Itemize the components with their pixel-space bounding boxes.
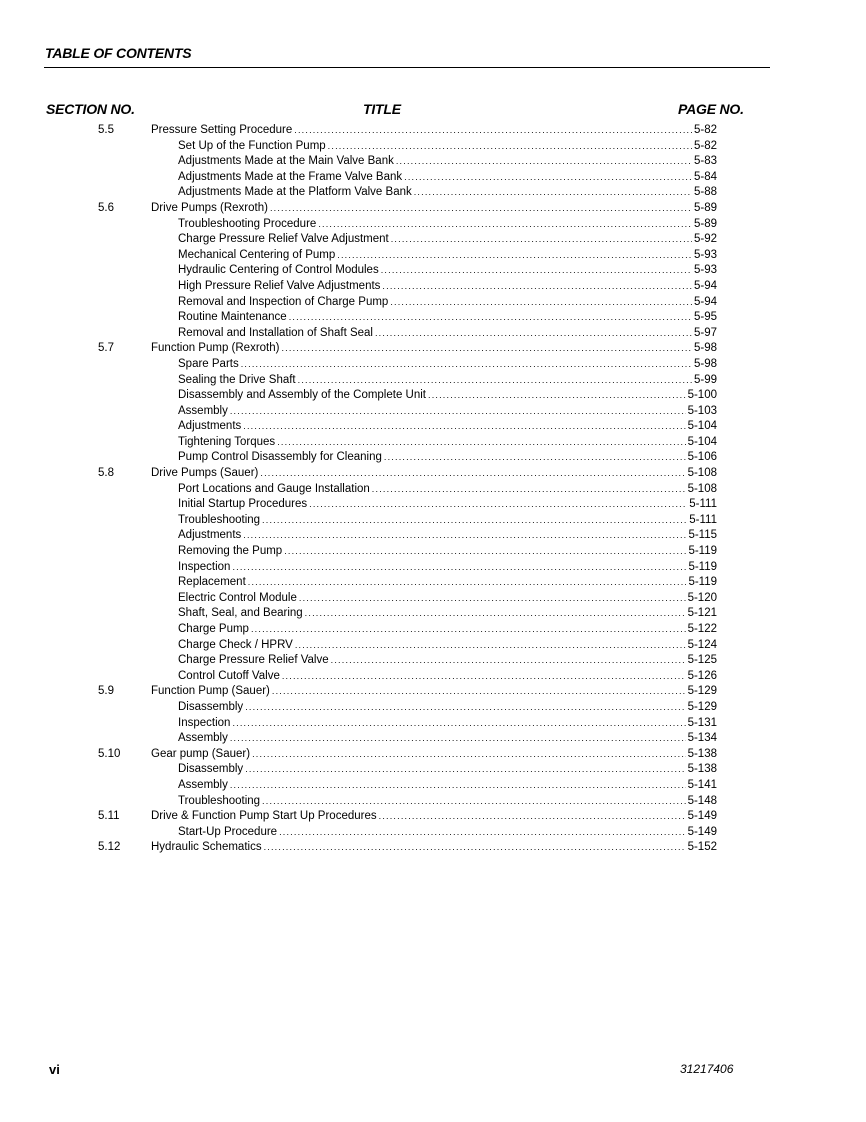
toc-entry[interactable]	[178, 762, 717, 778]
dot-leader	[282, 669, 686, 685]
entry-title: Adjustments	[178, 420, 242, 433]
section-number: 5.5	[98, 124, 114, 136]
entry-title: Pump Control Disassembly for Cleaning	[178, 451, 382, 464]
toc-subsection-row[interactable]	[0, 762, 866, 778]
entry-page-number: 5-92	[693, 233, 717, 246]
toc-subsection-row[interactable]	[0, 482, 866, 498]
entry-title: Assembly	[178, 732, 228, 745]
section-number: 5.12	[98, 841, 121, 854]
toc-entry[interactable]	[178, 638, 717, 654]
dot-leader	[262, 513, 687, 529]
entry-title: Removal and Inspection of Charge Pump	[178, 295, 389, 308]
toc-subsection-row[interactable]	[0, 185, 866, 201]
entry-page-number: 5-104	[687, 435, 717, 448]
toc-entry[interactable]	[178, 248, 717, 264]
entry-title: Spare Parts	[178, 357, 239, 370]
toc-entry[interactable]	[178, 279, 717, 295]
toc-list	[0, 123, 866, 856]
toc-entry[interactable]	[178, 326, 717, 342]
entry-title: Sealing the Drive Shaft	[178, 373, 296, 386]
entry-page-number: 5-126	[687, 669, 717, 682]
toc-entry[interactable]	[178, 373, 717, 389]
toc-entry[interactable]	[178, 419, 717, 435]
dot-leader	[262, 794, 686, 810]
toc-subsection-row[interactable]	[0, 373, 866, 389]
entry-page-number: 5-88	[693, 186, 717, 199]
toc-subsection-row[interactable]	[0, 716, 866, 732]
toc-entry[interactable]	[178, 606, 717, 622]
page-number: vi	[49, 1062, 60, 1077]
dot-leader	[404, 170, 692, 186]
toc-subsection-row[interactable]	[0, 326, 866, 342]
dot-leader	[230, 404, 686, 420]
toc-section-row[interactable]	[0, 747, 866, 763]
dot-leader	[245, 762, 685, 778]
toc-section-row[interactable]	[0, 201, 866, 217]
toc-entry[interactable]	[178, 482, 717, 498]
entry-page-number: 5-111	[689, 498, 717, 511]
toc-subsection-row[interactable]	[0, 794, 866, 810]
toc-entry[interactable]	[151, 201, 717, 217]
entry-title: High Pressure Relief Valve Adjustments	[178, 279, 381, 292]
dot-leader	[252, 747, 686, 763]
entry-page-number: 5-134	[687, 732, 717, 745]
entry-title: Pressure Setting Procedure	[151, 124, 293, 136]
entry-title: Disassembly	[178, 763, 244, 776]
toc-section-row[interactable]	[0, 466, 866, 482]
toc-subsection-row[interactable]	[0, 217, 866, 233]
dot-leader	[295, 638, 686, 654]
dot-leader	[270, 201, 692, 217]
entry-title: Function Pump (Rexroth)	[151, 342, 280, 355]
entry-title: Port Locations and Gauge Installation	[178, 482, 370, 495]
dot-leader	[294, 123, 692, 139]
dot-leader	[390, 295, 692, 311]
dot-leader	[379, 809, 686, 825]
entry-page-number: 5-138	[687, 763, 717, 776]
toc-subsection-row[interactable]	[0, 606, 866, 622]
dot-leader	[230, 778, 686, 794]
toc-entry[interactable]	[178, 653, 717, 669]
entry-page-number: 5-125	[687, 654, 717, 667]
toc-subsection-row[interactable]	[0, 778, 866, 794]
dot-leader	[243, 528, 686, 544]
toc-entry[interactable]	[178, 295, 717, 311]
entry-page-number: 5-82	[693, 139, 717, 152]
toc-entry[interactable]	[178, 560, 717, 576]
column-header-page: PAGE NO.	[678, 101, 744, 117]
toc-entry[interactable]	[151, 840, 717, 856]
toc-subsection-row[interactable]	[0, 638, 866, 654]
toc-subsection-row[interactable]	[0, 357, 866, 373]
entry-title: Drive & Function Pump Start Up Procedures	[151, 810, 377, 823]
entry-title: Charge Pressure Relief Valve Adjustment	[178, 233, 389, 246]
toc-subsection-row[interactable]	[0, 232, 866, 248]
entry-page-number: 5-83	[693, 155, 717, 168]
toc-section-row[interactable]	[0, 684, 866, 700]
entry-page-number: 5-100	[687, 389, 717, 402]
entry-page-number: 5-103	[687, 404, 717, 417]
toc-entry[interactable]	[178, 528, 717, 544]
entry-page-number: 5-129	[687, 685, 717, 698]
entry-page-number: 5-152	[687, 841, 717, 854]
entry-page-number: 5-99	[693, 373, 717, 386]
toc-subsection-row[interactable]	[0, 263, 866, 279]
entry-page-number: 5-149	[687, 825, 717, 838]
section-number: 5.8	[98, 467, 114, 480]
toc-entry[interactable]	[178, 622, 717, 638]
dot-leader	[260, 466, 685, 482]
dot-leader	[372, 482, 686, 498]
toc-section-row[interactable]	[0, 123, 866, 139]
entry-title: Mechanical Centering of Pump	[178, 248, 336, 261]
entry-title: Hydraulic Schematics	[151, 841, 262, 854]
toc-entry[interactable]	[178, 232, 717, 248]
toc-entry[interactable]	[178, 357, 717, 373]
toc-subsection-row[interactable]	[0, 404, 866, 420]
toc-subsection-row[interactable]	[0, 248, 866, 264]
entry-title: Electric Control Module	[178, 591, 297, 604]
document-number: 31217406	[680, 1062, 734, 1076]
toc-entry[interactable]	[178, 435, 717, 451]
entry-title: Control Cutoff Valve	[178, 669, 280, 682]
toc-subsection-row[interactable]	[0, 295, 866, 311]
entry-page-number: 5-98	[693, 357, 717, 370]
dot-leader	[281, 341, 692, 357]
entry-title: Charge Check / HPRV	[178, 638, 293, 651]
dot-leader	[232, 716, 685, 732]
toc-subsection-row[interactable]	[0, 591, 866, 607]
column-header-section: SECTION NO.	[46, 101, 135, 117]
toc-subsection-row[interactable]	[0, 528, 866, 544]
toc-entry[interactable]	[178, 388, 717, 404]
toc-subsection-row[interactable]	[0, 139, 866, 155]
entry-page-number: 5-108	[687, 482, 717, 495]
column-header-title: TITLE	[363, 101, 401, 117]
entry-title: Adjustments	[178, 529, 242, 542]
toc-entry[interactable]	[178, 263, 717, 279]
toc-subsection-row[interactable]	[0, 419, 866, 435]
dot-leader	[375, 326, 692, 342]
dot-leader	[289, 310, 692, 326]
entry-title: Charge Pressure Relief Valve	[178, 654, 329, 667]
entry-title: Removing the Pump	[178, 545, 283, 558]
toc-subsection-row[interactable]	[0, 170, 866, 186]
entry-page-number: 5-108	[687, 467, 717, 480]
toc-subsection-row[interactable]	[0, 731, 866, 747]
dot-leader	[248, 575, 687, 591]
toc-subsection-row[interactable]	[0, 825, 866, 841]
entry-page-number: 5-122	[687, 623, 717, 635]
entry-page-number: 5-98	[693, 342, 717, 355]
dot-leader	[298, 373, 692, 389]
entry-page-number: 5-124	[687, 638, 717, 651]
entry-title: Function Pump (Sauer)	[151, 685, 270, 698]
toc-entry[interactable]	[178, 544, 717, 560]
entry-page-number: 5-138	[687, 747, 717, 760]
section-number: 5.11	[98, 810, 120, 823]
entry-page-number: 5-121	[687, 607, 717, 620]
toc-section-row[interactable]	[0, 840, 866, 856]
toc-section-row[interactable]	[0, 341, 866, 357]
toc-entry[interactable]	[178, 700, 717, 716]
entry-title: Assembly	[178, 778, 228, 791]
toc-subsection-row[interactable]	[0, 388, 866, 404]
toc-entry[interactable]	[178, 731, 717, 747]
dot-leader	[299, 591, 686, 607]
toc-entry[interactable]	[178, 217, 717, 233]
entry-title: Start-Up Procedure	[178, 825, 278, 838]
dot-leader	[277, 435, 685, 451]
dot-leader	[331, 653, 686, 669]
dot-leader	[241, 357, 692, 373]
toc-entry[interactable]	[178, 513, 717, 529]
entry-page-number: 5-129	[687, 700, 717, 713]
entry-page-number: 5-149	[687, 810, 717, 823]
entry-title: Adjustments Made at the Main Valve Bank	[178, 155, 394, 168]
entry-title: Charge Pump	[178, 623, 249, 635]
toc-subsection-row[interactable]	[0, 653, 866, 669]
dot-leader	[305, 606, 686, 622]
entry-title: Initial Startup Procedures	[178, 498, 308, 511]
entry-page-number: 5-89	[693, 201, 717, 214]
toc-entry[interactable]	[151, 123, 717, 139]
dot-leader	[264, 840, 686, 856]
toc-entry[interactable]	[151, 809, 717, 825]
entry-title: Replacement	[178, 576, 246, 589]
entry-title: Routine Maintenance	[178, 311, 287, 324]
entry-title: Assembly	[178, 404, 228, 417]
entry-page-number: 5-93	[693, 248, 717, 261]
entry-page-number: 5-95	[693, 311, 717, 324]
entry-page-number: 5-148	[687, 794, 717, 807]
dot-leader	[428, 388, 686, 404]
dot-leader	[414, 185, 692, 201]
toc-subsection-row[interactable]	[0, 560, 866, 576]
toc-entry[interactable]	[151, 747, 717, 763]
toc-entry[interactable]	[178, 669, 717, 685]
toc-entry[interactable]	[178, 154, 717, 170]
dot-leader	[245, 700, 685, 716]
dot-leader	[328, 139, 692, 155]
entry-title: Inspection	[178, 560, 231, 573]
toc-entry[interactable]	[151, 466, 717, 482]
entry-page-number: 5-94	[693, 279, 717, 292]
entry-title: Gear pump (Sauer)	[151, 747, 251, 760]
dot-leader	[309, 497, 687, 513]
section-number: 5.10	[98, 747, 121, 760]
dot-leader	[384, 450, 686, 466]
entry-page-number: 5-104	[687, 420, 717, 433]
dot-leader	[232, 560, 686, 576]
header-rule	[44, 67, 770, 68]
toc-entry[interactable]	[178, 825, 717, 841]
toc-subsection-row[interactable]	[0, 450, 866, 466]
entry-title: Removal and Installation of Shaft Seal	[178, 326, 373, 339]
dot-leader	[279, 825, 686, 841]
dot-leader	[391, 232, 692, 248]
entry-title: Troubleshooting	[178, 794, 261, 807]
dot-leader	[284, 544, 686, 560]
toc-subsection-row[interactable]	[0, 513, 866, 529]
entry-title: Drive Pumps (Rexroth)	[151, 201, 268, 214]
entry-page-number: 5-111	[689, 513, 717, 526]
toc-entry[interactable]	[178, 404, 717, 420]
section-number: 5.7	[98, 342, 114, 355]
entry-page-number: 5-89	[693, 217, 717, 230]
entry-title: Drive Pumps (Sauer)	[151, 467, 259, 480]
dot-leader	[382, 279, 692, 295]
dot-leader	[243, 419, 685, 435]
toc-entry[interactable]	[178, 497, 717, 513]
entry-page-number: 5-94	[693, 295, 717, 308]
toc-subsection-row[interactable]	[0, 310, 866, 326]
toc-entry[interactable]	[178, 778, 717, 794]
toc-entry[interactable]	[178, 450, 717, 466]
toc-subsection-row[interactable]	[0, 700, 866, 716]
toc-subsection-row[interactable]	[0, 497, 866, 513]
entry-page-number: 5-141	[687, 778, 717, 791]
toc-subsection-row[interactable]	[0, 154, 866, 170]
entry-title: Set Up of the Function Pump	[178, 139, 326, 152]
entry-page-number: 5-97	[693, 326, 717, 339]
toc-entry[interactable]	[178, 591, 717, 607]
entry-title: Hydraulic Centering of Control Modules	[178, 264, 379, 277]
entry-page-number: 5-84	[693, 170, 717, 183]
entry-page-number: 5-115	[688, 529, 717, 542]
toc-entry[interactable]	[178, 170, 717, 186]
entry-title: Adjustments Made at the Platform Valve Bank	[178, 186, 412, 199]
dot-leader	[318, 217, 692, 233]
dot-leader	[272, 684, 686, 700]
toc-entry[interactable]	[151, 341, 717, 357]
entry-page-number: 5-131	[687, 716, 717, 729]
toc-section-row[interactable]	[0, 809, 866, 825]
toc-subsection-row[interactable]	[0, 575, 866, 591]
entry-page-number: 5-119	[688, 560, 717, 573]
entry-title: Inspection	[178, 716, 231, 729]
entry-page-number: 5-120	[687, 591, 717, 604]
toc-subsection-row[interactable]	[0, 279, 866, 295]
section-number: 5.9	[98, 685, 114, 698]
entry-title: Tightening Torques	[178, 435, 276, 448]
entry-page-number: 5-82	[693, 124, 717, 136]
toc-entry[interactable]	[178, 794, 717, 810]
entry-page-number: 5-119	[688, 545, 717, 558]
entry-title: Shaft, Seal, and Bearing	[178, 607, 303, 620]
toc-entry[interactable]	[178, 139, 717, 155]
dot-leader	[396, 154, 692, 170]
toc-entry[interactable]	[178, 185, 717, 201]
toc-entry[interactable]	[178, 310, 717, 326]
entry-title: Disassembly	[178, 700, 244, 713]
entry-title: Troubleshooting	[178, 513, 261, 526]
toc-subsection-row[interactable]	[0, 435, 866, 451]
entry-page-number: 5-93	[693, 264, 717, 277]
toc-subsection-row[interactable]	[0, 669, 866, 685]
entry-page-number: 5-119	[688, 576, 717, 589]
entry-title: Disassembly and Assembly of the Complete Unit	[178, 389, 426, 402]
dot-leader	[337, 248, 692, 264]
entry-page-number: 5-106	[687, 451, 717, 464]
entry-title: Troubleshooting Procedure	[178, 217, 317, 230]
entry-title: Adjustments Made at the Frame Valve Bank	[178, 170, 403, 183]
toc-entry[interactable]	[178, 575, 717, 591]
dot-leader	[381, 263, 692, 279]
dot-leader	[230, 731, 686, 747]
toc-entry[interactable]	[151, 684, 717, 700]
section-number: 5.6	[98, 201, 114, 214]
toc-subsection-row[interactable]	[0, 622, 866, 638]
toc-subsection-row[interactable]	[0, 544, 866, 560]
toc-entry[interactable]	[178, 716, 717, 732]
dot-leader	[251, 622, 686, 638]
page-title: TABLE OF CONTENTS	[45, 45, 192, 61]
